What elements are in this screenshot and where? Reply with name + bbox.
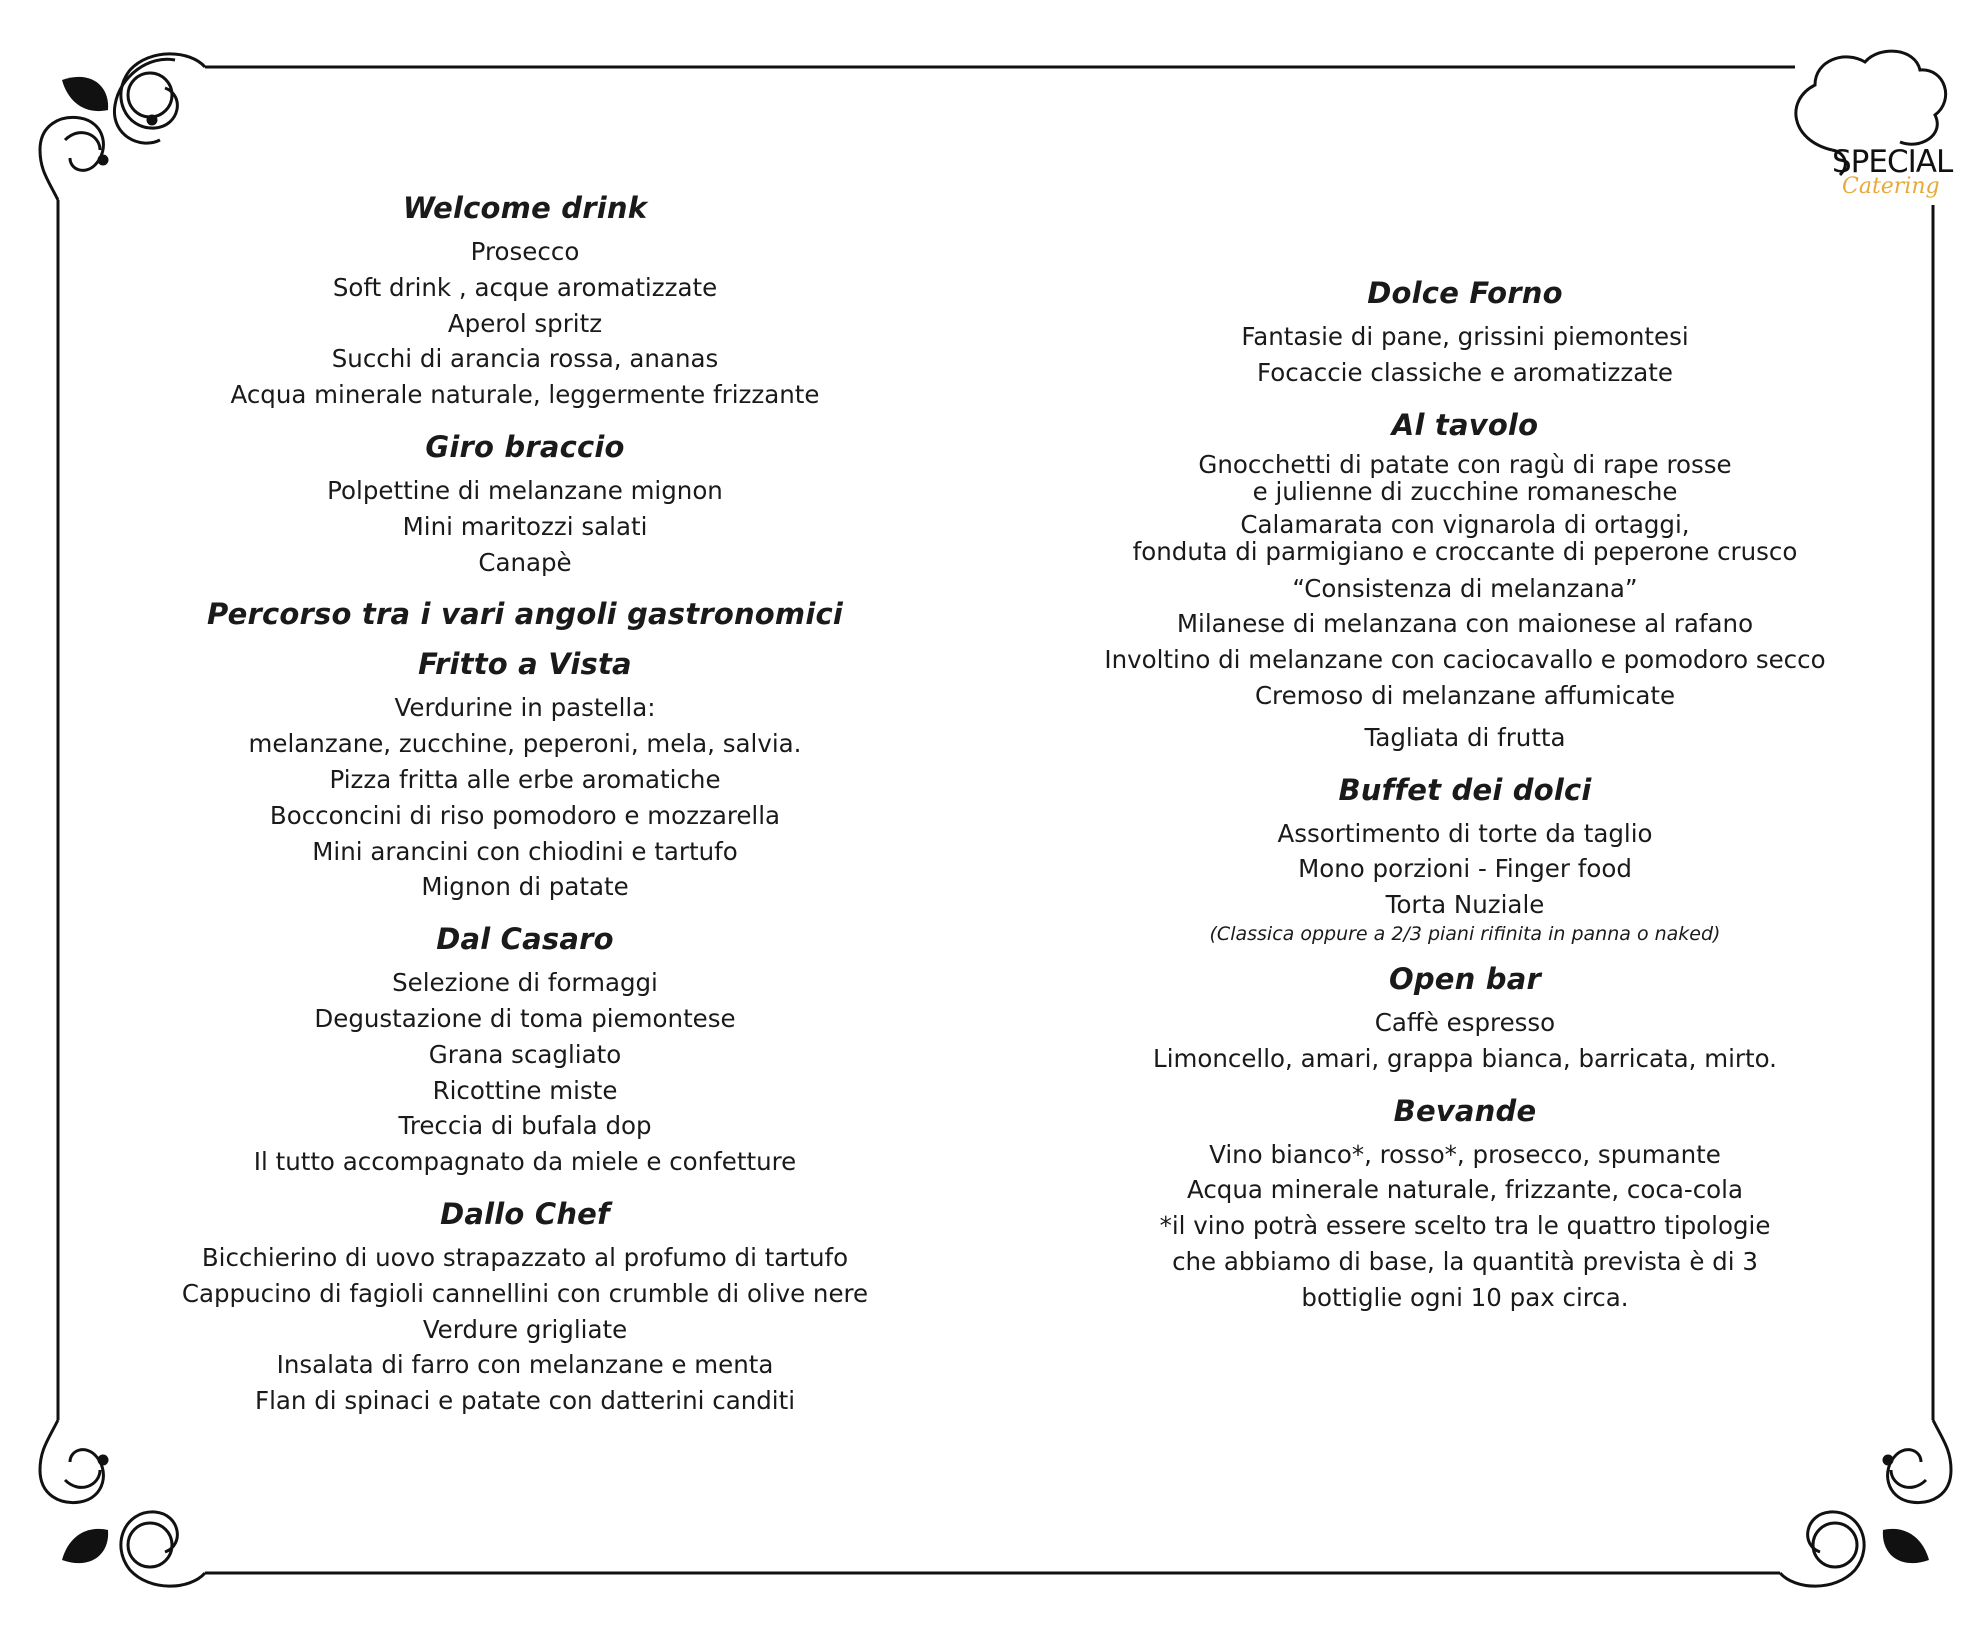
menu-item: Verdurine in pastella: [394,693,656,723]
menu-item: Flan di spinaci e patate con datterini canditi [254,1386,796,1416]
logo-wordmark: SPECIAL [1832,144,1953,180]
section-percorso [150,596,900,632]
corner-flourish-icon [1780,1420,1951,1586]
menu-item-line: Calamarata con vignarola di ortaggi, [1240,509,1690,539]
leaf-icon [62,1529,108,1563]
menu-item: melanzane, zucchine, peperoni, mela, salvia. [248,729,802,759]
menu-item: Focaccie classiche e aromatizzate [1257,357,1673,387]
menu-item: Succhi di arancia rossa, ananas [331,344,719,374]
corner-flourish-icon [40,54,205,200]
menu-item: Acqua minerale naturale, frizzante, coca-cola [1186,1175,1743,1205]
section-al-tavolo [1080,407,1850,756]
menu-item: Pizza fritta alle erbe aromatiche [329,764,721,794]
menu-note: (Classica oppure a 2/3 piani rifinita in panna o naked) [1209,922,1721,945]
section-title: Buffet dei dolci [1338,772,1592,807]
menu-item: Cappucino di fagioli cannellini con crumble di olive nere [181,1278,869,1308]
menu-item: Vino bianco*, rosso*, prosecco, spumante [1209,1139,1721,1169]
section-title: Bevande [1393,1093,1537,1128]
menu-right-column [1080,275,1850,1316]
menu-item: Insalata di farro con melanzane e menta [276,1350,774,1380]
menu-item: Mono porzioni - Finger food [1298,854,1632,884]
section-bevande [1080,1093,1850,1316]
menu-item: Cremoso di melanzane affumicate [1254,680,1676,710]
menu-item: Polpettine di melanzane mignon [327,475,723,505]
menu-item: Aperol spritz [447,308,603,338]
section-dolce-forno [1080,275,1850,391]
menu-item-line: fonduta di parmigiano e croccante di peperone crusco [1132,536,1798,566]
menu-item: Treccia di bufala dop [398,1111,652,1141]
menu-item: Bicchierino di uovo strapazzato al profumo di tartufo [201,1242,849,1272]
menu-item-line: Gnocchetti di patate con ragù di rape rosse [1198,449,1732,479]
menu-item-line: e julienne di zucchine romanesche [1252,476,1678,506]
menu-item: “Consistenza di melanzana” [1292,573,1638,603]
section-buffet-dolci [1080,772,1850,945]
menu-item: Fantasie di pane, grissini piemontesi [1241,322,1689,351]
menu-item [1080,451,1850,505]
section-welcome-drink [150,190,900,413]
section-title: Giro braccio [425,429,625,464]
menu-item: Bocconcini di riso pomodoro e mozzarella [269,800,781,830]
menu-item: Canapè [478,547,572,577]
leaf-icon [1883,1529,1929,1563]
menu-item: Ricottine miste [432,1075,618,1105]
leaf-icon [62,77,108,111]
menu-item: Torta Nuziale [1385,890,1545,920]
menu-left-column [150,190,900,1419]
menu-item: bottiglie ogni 10 pax circa. [1301,1282,1629,1312]
brand-logo [1780,48,1953,228]
menu-item: Degustazione di toma piemontese [314,1003,736,1033]
section-dal-casaro [150,921,900,1180]
section-fritto-a-vista [150,646,900,905]
corner-flourish-icon [40,1420,205,1586]
menu-item: Il tutto accompagnato da miele e confetture [253,1147,797,1177]
menu-item [1080,511,1850,565]
menu-item: Acqua minerale naturale, leggermente frizzante [230,380,820,410]
menu-item: *il vino potrà essere scelto tra le quattro tipologie [1159,1211,1771,1241]
menu-item: Involtino di melanzane con caciocavallo e pomodoro secco [1104,645,1826,675]
section-title: Al tavolo [1391,407,1539,442]
menu-item: Soft drink , acque aromatizzate [332,272,718,302]
menu-item: Mini maritozzi salati [402,511,648,541]
logo-subtitle: Catering [1842,174,1940,199]
menu-item: che abbiamo di base, la quantità prevista è di 3 [1172,1246,1758,1276]
menu-item: Caffè espresso [1374,1007,1556,1037]
menu-item: Tagliata di frutta [1364,722,1566,752]
section-title: Welcome drink [402,191,648,225]
section-title: Dal Casaro [436,922,614,957]
menu-item: Mignon di patate [421,872,629,902]
menu-item: Mini arancini con chiodini e tartufo [312,836,738,866]
section-dallo-chef [150,1196,900,1419]
menu-item: Limoncello, amari, grappa bianca, barricata, mirto. [1153,1043,1777,1073]
menu-item: Assortimento di torte da taglio [1277,818,1653,848]
menu-item: Selezione di formaggi [392,968,658,998]
menu-item: Milanese di melanzana con maionese al rafano [1176,609,1754,639]
menu-item: Verdure grigliate [422,1314,628,1344]
menu-item: Grana scagliato [428,1039,622,1069]
section-title: Percorso tra i vari angoli gastronomici [206,597,844,632]
section-title: Fritto a Vista [418,647,632,682]
section-giro-braccio [150,429,900,580]
section-title: Dallo Chef [440,1196,610,1231]
section-title: Dolce Forno [1367,276,1563,310]
section-title: Open bar [1388,961,1542,996]
section-open-bar [1080,961,1850,1077]
menu-item: Prosecco [470,237,580,266]
